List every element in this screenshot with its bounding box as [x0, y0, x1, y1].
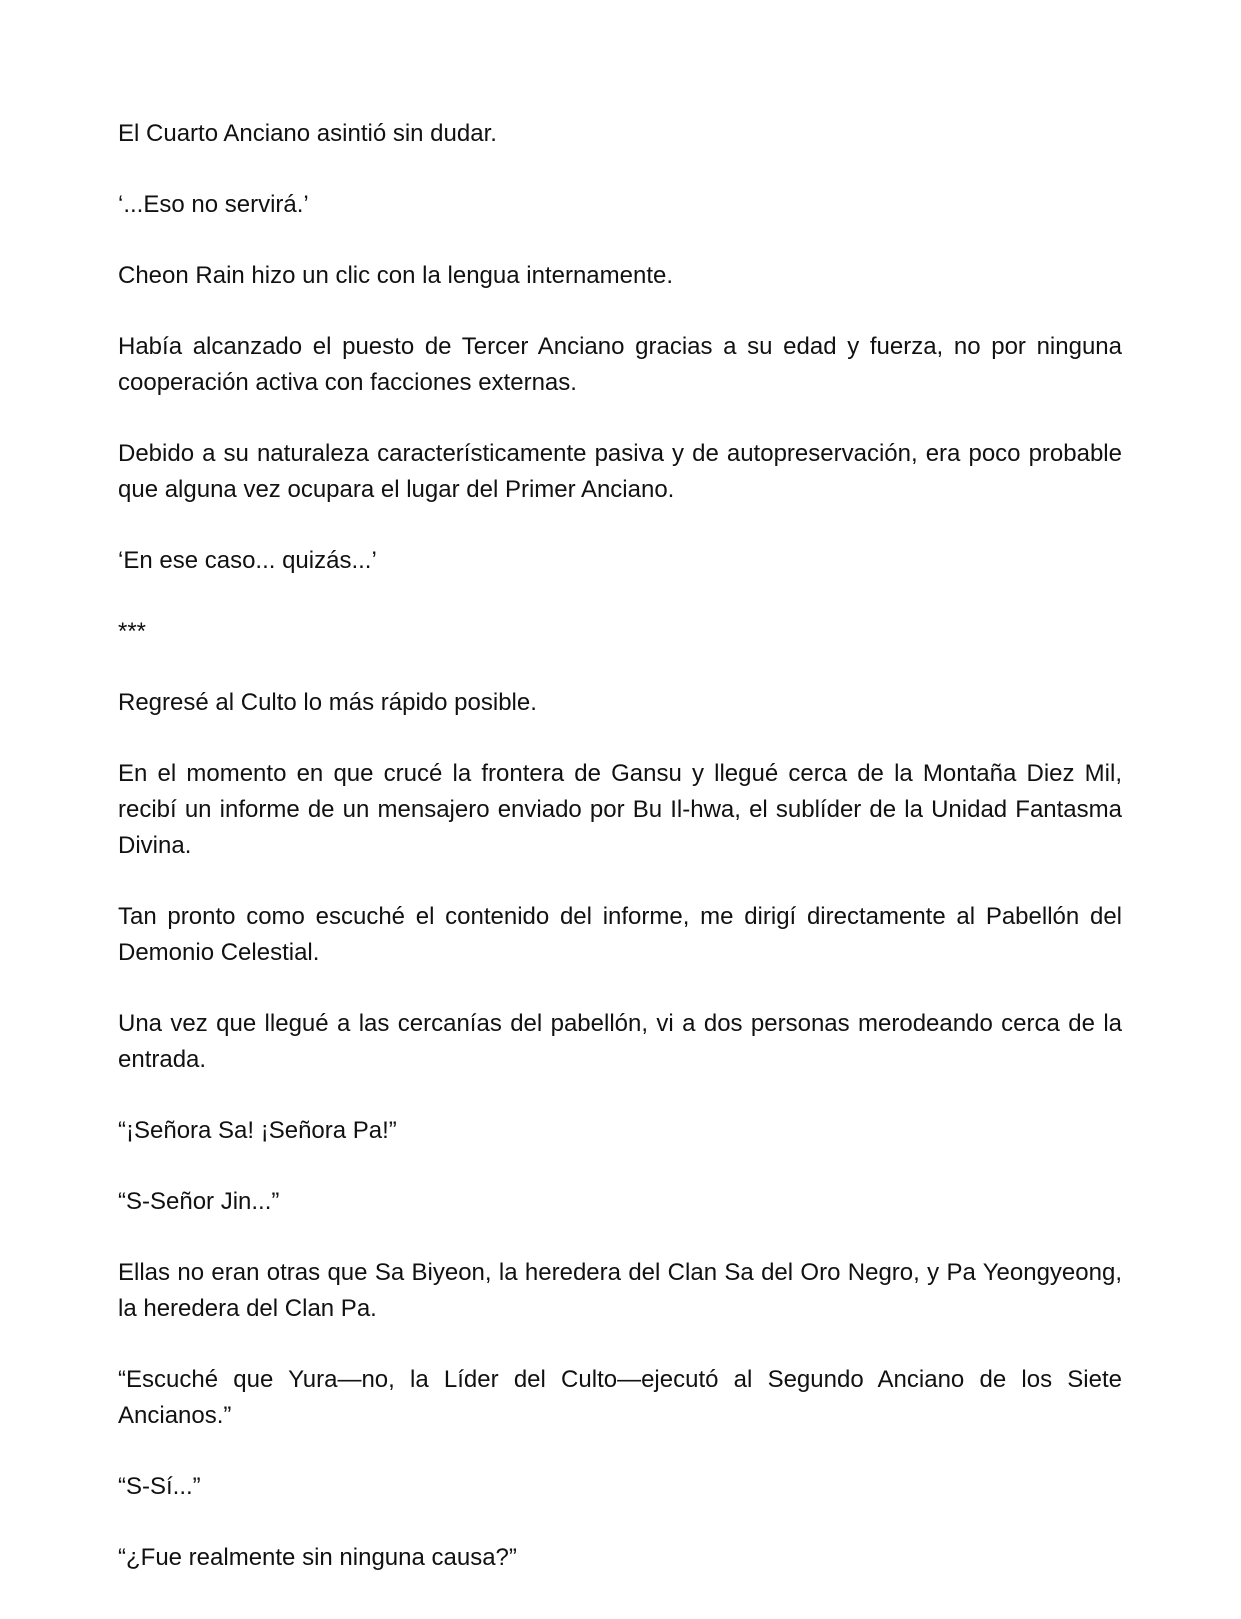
dialogue-line: “¡Señora Sa! ¡Señora Pa!”	[118, 1117, 397, 1144]
paragraph: ‘En ese caso... quizás...’	[118, 547, 377, 574]
paragraph: ‘...Eso no servirá.’	[118, 191, 309, 218]
paragraph: Debido a su naturaleza característicamente pasiva y de autopreservación, era poco probable que alguna vez ocupara el lugar del Primer Anciano.	[118, 440, 1122, 503]
dialogue-line: “S-Sí...”	[118, 1473, 201, 1500]
scene-break: ***	[118, 618, 147, 645]
dialogue-line: “¿Fue realmente sin ninguna causa?”	[118, 1544, 517, 1571]
text-body	[118, 116, 1122, 1611]
paragraph: En el momento en que crucé la frontera de Gansu y llegué cerca de la Montaña Diez Mil, recibí un informe de un mensajero enviado por Bu Il-hwa, el sublíder de la Unidad Fantasma Divina.	[118, 760, 1122, 859]
paragraph: El Cuarto Anciano asintió sin dudar.	[118, 120, 497, 147]
paragraph: Ellas no eran otras que Sa Biyeon, la heredera del Clan Sa del Oro Negro, y Pa Yeongyeong, la heredera del Clan Pa.	[118, 1259, 1122, 1322]
paragraph: Una vez que llegué a las cercanías del pabellón, vi a dos personas merodeando cerca de la entrada.	[118, 1010, 1122, 1073]
paragraph: Había alcanzado el puesto de Tercer Anciano gracias a su edad y fuerza, no por ninguna cooperación activa con facciones externas.	[118, 333, 1122, 396]
dialogue-line: “S-Señor Jin...”	[118, 1188, 280, 1215]
paragraph: Tan pronto como escuché el contenido del informe, me dirigí directamente al Pabellón del Demonio Celestial.	[118, 903, 1122, 966]
paragraph: Regresé al Culto lo más rápido posible.	[118, 689, 537, 716]
paragraph: Cheon Rain hizo un clic con la lengua internamente.	[118, 262, 674, 289]
dialogue-line: “Escuché que Yura—no, la Líder del Culto—ejecutó al Segundo Anciano de los Siete Ancianos.”	[118, 1366, 1122, 1429]
